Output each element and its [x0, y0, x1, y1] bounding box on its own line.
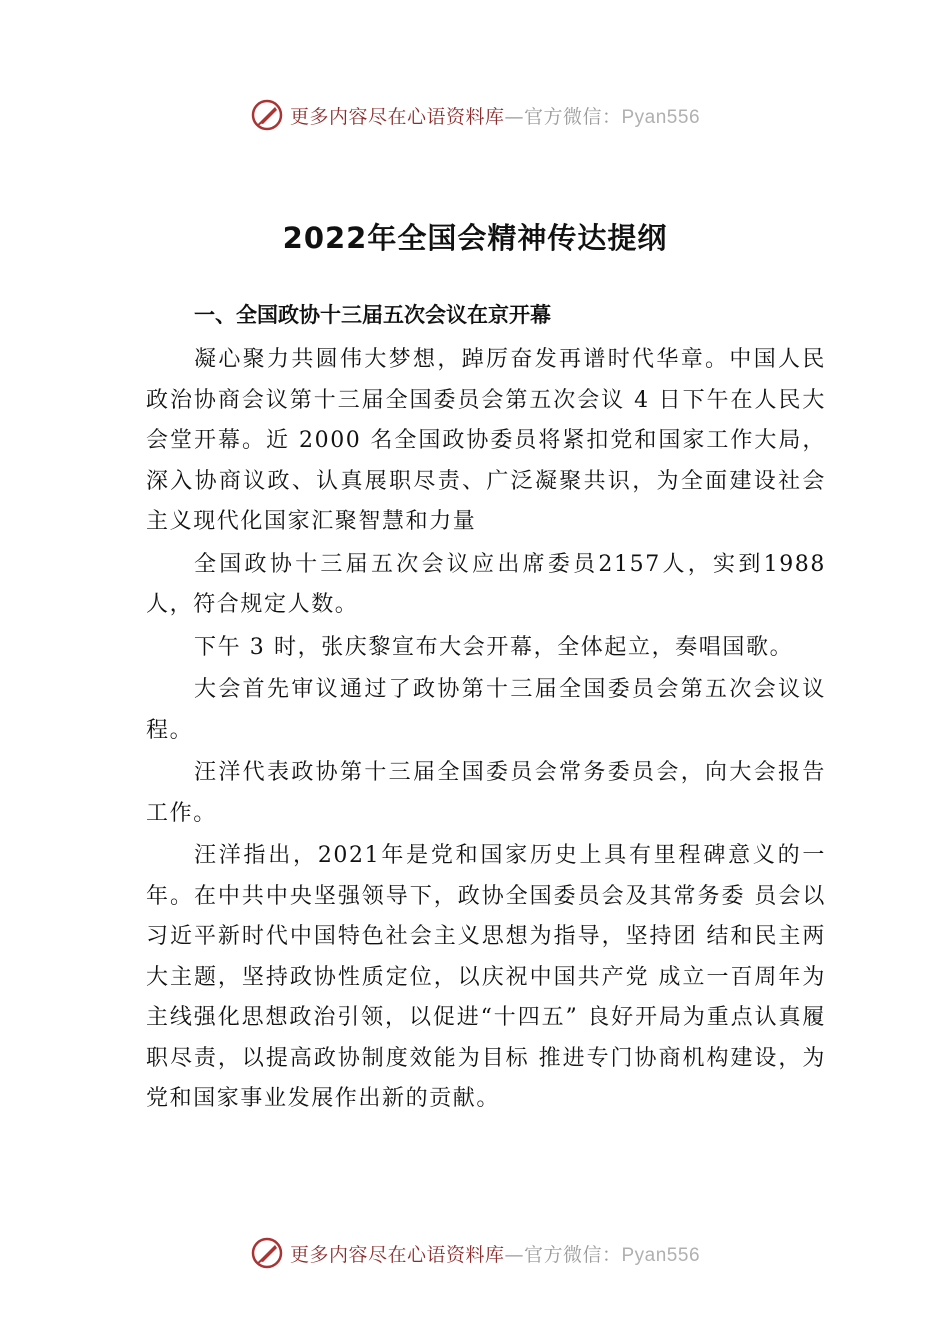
quill-logo-icon [250, 98, 284, 132]
watermark-text [290, 1240, 700, 1267]
document-title: 2022年全国会精神传达提纲 [282, 221, 668, 255]
watermark-text [290, 102, 700, 129]
watermark-label: 官方微信： [523, 105, 622, 128]
footer-watermark [0, 1233, 950, 1273]
paragraph: 凝心聚力共圆伟大梦想，踔厉奋发再谱时代华章。中国人民政治协商会议第十三届全国委员会第五次会议 4 日下午在人民大会堂开幕。近 2000 名全国政协委员将紧扣党和国家工作大局，深入协商议政、认真展职尽责、广泛凝聚共识，为全面建设社会主义现代化国家汇聚智慧和力量 [146, 347, 826, 534]
watermark-prefix: 更多内容尽在心语资料库 [289, 105, 505, 128]
watermark-label: 官方微信： [523, 1243, 622, 1266]
header-watermark [0, 95, 950, 135]
paragraph: 全国政协十三届五次会议应出席委员2157人，实到1988人，符合规定人数。 [146, 551, 826, 617]
watermark-separator: — [504, 1243, 524, 1266]
paragraph: 大会首先审议通过了政协第十三届全国委员会第五次会议议程。 [146, 677, 826, 743]
watermark-prefix: 更多内容尽在心语资料库 [289, 1243, 505, 1266]
watermark-id: Pyan556 [621, 1244, 701, 1266]
paragraph: 下午 3 时，张庆黎宣布大会开幕，全体起立，奏唱国歌。 [194, 634, 794, 660]
paragraph: 汪洋指出，2021年是党和国家历史上具有里程碑意义的一年。在中共中央坚强领导下，政协全国委员会及其常务委 员会以习近平新时代中国特色社会主义思想为指导，坚持团 结和民主两大主题，坚持政协性质定位，以庆祝中国共产党 成立一百周年为主线强化思想政治引领，以促进“十四五” 良好开局为重点认真履职尽责，以提高政协制度效能为目标 推进专门协商机构建设，为党和国家事业发展作出新的贡献。 [146, 843, 826, 1111]
section-heading: 一、全国政协十三届五次会议在京开幕 [194, 303, 551, 327]
document-body [146, 296, 826, 1122]
paragraph: 汪洋代表政协第十三届全国委员会常务委员会，向大会报告工作。 [146, 760, 826, 826]
watermark-separator: — [504, 105, 524, 128]
watermark-id: Pyan556 [621, 106, 701, 128]
quill-logo-icon [250, 1236, 284, 1270]
